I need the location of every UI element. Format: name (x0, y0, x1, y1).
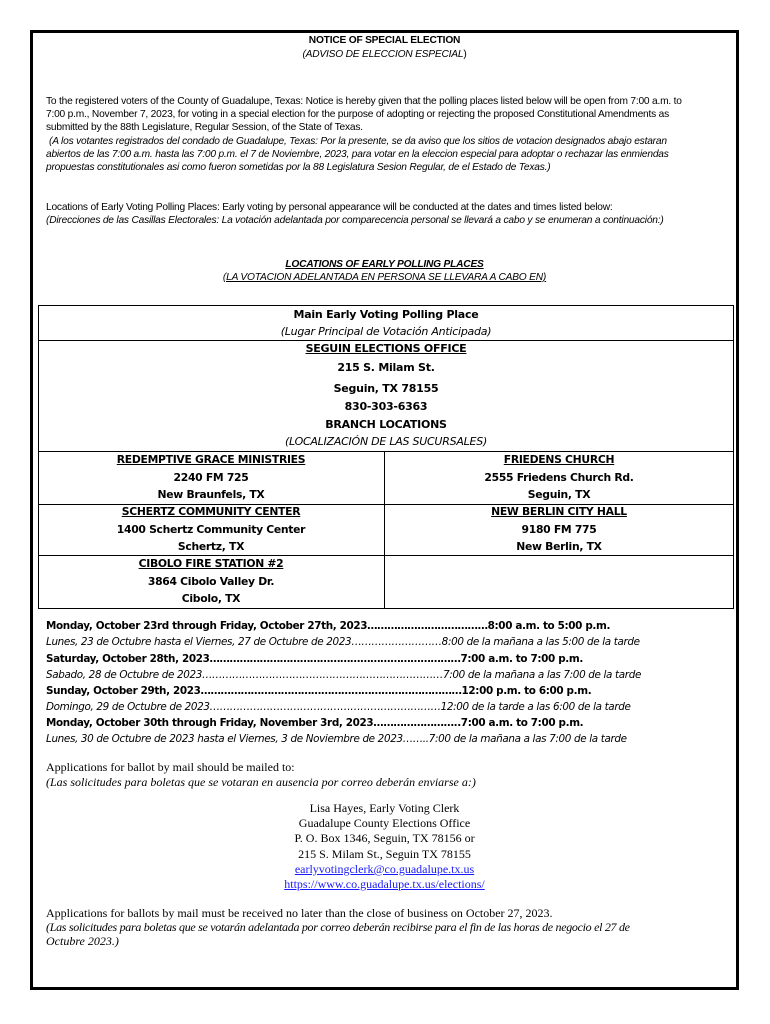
main-place-title-es: (Lugar Principal de Votación Anticipada) (280, 325, 492, 338)
branch-city: Cibolo, TX (181, 592, 241, 605)
intro-es-line: propuestas constitutionales asi como fueron sometidas por la 88 Legislatura Sesion Regular, de el Estado de Texas.) (46, 162, 551, 174)
branch-city: Schertz, TX (177, 540, 245, 553)
locations-heading: LOCATIONS OF EARLY POLLING PLACES (285, 259, 484, 270)
schedule-line: Monday, October 23rd through Friday, October 27th, 2023………………………………8:00 a.m. to 5:00 p.m. (46, 620, 611, 632)
mail-contact (30, 801, 739, 892)
branch-street: 2555 Friedens Church Rd. (484, 470, 634, 484)
contact-line: Guadalupe County Elections Office (298, 816, 471, 831)
contact-line: P. O. Box 1346, Seguin, TX 78156 or (294, 831, 475, 846)
intro-en-line: submitted by the 88th Legislature, Regular Session, of the State of Texas. (46, 122, 363, 134)
early-voting-intro-es: (Direcciones de las Casillas Electorales: La votación adelantada por comparecencia personal se llevará a cabo y se enumeran a continuación:) (46, 215, 664, 226)
branch-cibolo (38, 555, 384, 608)
notice-subtitle: (ADVISO DE ELECCION ESPECIAL) (302, 49, 467, 60)
locations-heading-es: (LA VOTACION ADELANTADA EN PERSONA SE LLEVARA A CABO EN) (222, 272, 547, 283)
mail-deadline-es: (Las solicitudes para boletas que se votarán adelantada por correo deberán recibirse para el fin de las horas de negocio el 27 de (46, 920, 630, 934)
early-voting-intro: Locations of Early Voting Polling Places: Early voting by personal appearance will be conducted at the dates and times listed below: (46, 202, 613, 213)
branch-street: 9180 FM 775 (521, 522, 597, 536)
branch-friedens-church (384, 451, 734, 504)
intro-es-line: abiertos de las 7:00 a.m. hasta las 7:00 p.m. el 7 de Noviembre, 2023, para votar en la eleccion especial para adoptar o rechazar las enmiendas (46, 148, 669, 160)
branch-new-berlin (384, 503, 734, 556)
mail-deadline: Applications for ballots by mail must be received no later than the close of business on October 27, 2023. (46, 906, 553, 920)
branch-locations-grid (38, 451, 734, 609)
branch-name: FRIEDENS CHURCH (503, 453, 615, 466)
schedule-line: Monday, October 30th through Friday, November 3rd, 2023……………………..7:00 a.m. to 7:00 p.m. (46, 717, 584, 729)
notice-title: NOTICE OF SPECIAL ELECTION (308, 35, 461, 46)
schedule-line: Lunes, 23 de Octubre hasta el Viernes, 27 de Octubre de 2023………………………8:00 de la mañana a las 5:00 de la tarde (46, 636, 640, 648)
schedule-line: Saturday, October 28th, 2023…………………………………………………………………7:00 a.m. to 7:00 p.m. (46, 653, 583, 665)
main-place-name: SEGUIN ELECTIONS OFFICE (305, 342, 467, 355)
schedule-line: Sunday, October 29th, 2023……………………………………………………………………12:00 p.m. to 6:00 p.m. (46, 685, 592, 697)
main-polling-place (38, 305, 734, 452)
branch-street: 2240 FM 725 (173, 470, 249, 484)
contact-line: 215 S. Milam St., Seguin TX 78155 (298, 846, 471, 861)
contact-line: Lisa Hayes, Early Voting Clerk (309, 801, 460, 815)
main-place-city: Seguin, TX 78155 (333, 382, 439, 395)
branch-city: Seguin, TX (527, 488, 591, 501)
mail-deadline-es-cont: Octubre 2023.) (46, 934, 119, 948)
branch-name: NEW BERLIN CITY HALL (491, 505, 627, 518)
schedule-line: Lunes, 30 de Octubre de 2023 hasta el Viernes, 3 de Noviembre de 2023……..7:00 de la mañana a las 7:00 de la tarde (46, 733, 627, 745)
intro-english (46, 95, 726, 174)
schedule-line: Domingo, 29 de Octubre de 2023……………………………………………………………12:00 de la tarde a las 6:00 de la tarde (46, 701, 631, 713)
schedule-line: Sabado, 28 de Octubre de 2023………………………………………………………………7:00 de la mañana a las 7:00 de la tarde (46, 669, 641, 681)
main-place-phone: 830-303-6363 (344, 400, 428, 413)
intro-en-line: 7:00 p.m., November 7, 2023, for voting in a special election for the purpose of adopting or rejecting the proposed Constitutional Amendments as (46, 109, 670, 121)
branch-schertz (38, 503, 384, 556)
intro-es-line: (A los votantes registrados del condado de Guadalupe, Texas: Por la presente, se da aviso que los sitios de votacion designados abajo estaran (49, 135, 667, 147)
mail-heading-es: (Las solicitudes para boletas que se votaran en ausencia por correo deberán enviarse a:) (46, 775, 476, 789)
branch-redemptive-grace (38, 451, 384, 504)
branch-street: 1400 Schertz Community Center (116, 522, 306, 536)
intro-en-line: To the registered voters of the County of Guadalupe, Texas: Notice is hereby given that the polling places listed below will be open from 7:00 a.m. to (46, 96, 682, 107)
branch-heading-es: (LOCALIZACIÓN DE LAS SUCURSALES) (284, 435, 487, 448)
main-place-title: Main Early Voting Polling Place (293, 308, 479, 321)
branch-name: CIBOLO FIRE STATION #2 (138, 557, 284, 570)
branch-city: New Berlin, TX (516, 540, 602, 553)
mail-heading: Applications for ballot by mail should be mailed to: (46, 760, 295, 774)
website-link[interactable]: https://www.co.guadalupe.tx.us/elections/ (284, 877, 485, 892)
branch-name: REDEMPTIVE GRACE MINISTRIES (116, 453, 306, 466)
branch-name: SCHERTZ COMMUNITY CENTER (121, 505, 301, 518)
branch-heading: BRANCH LOCATIONS (325, 418, 447, 431)
main-place-street: 215 S. Milam St. (337, 361, 435, 374)
email-link[interactable]: earlyvotingclerk@co.guadalupe.tx.us (294, 861, 475, 876)
branch-street: 3864 Cibolo Valley Dr. (147, 574, 275, 588)
branch-city: New Braunfels, TX (157, 488, 265, 501)
